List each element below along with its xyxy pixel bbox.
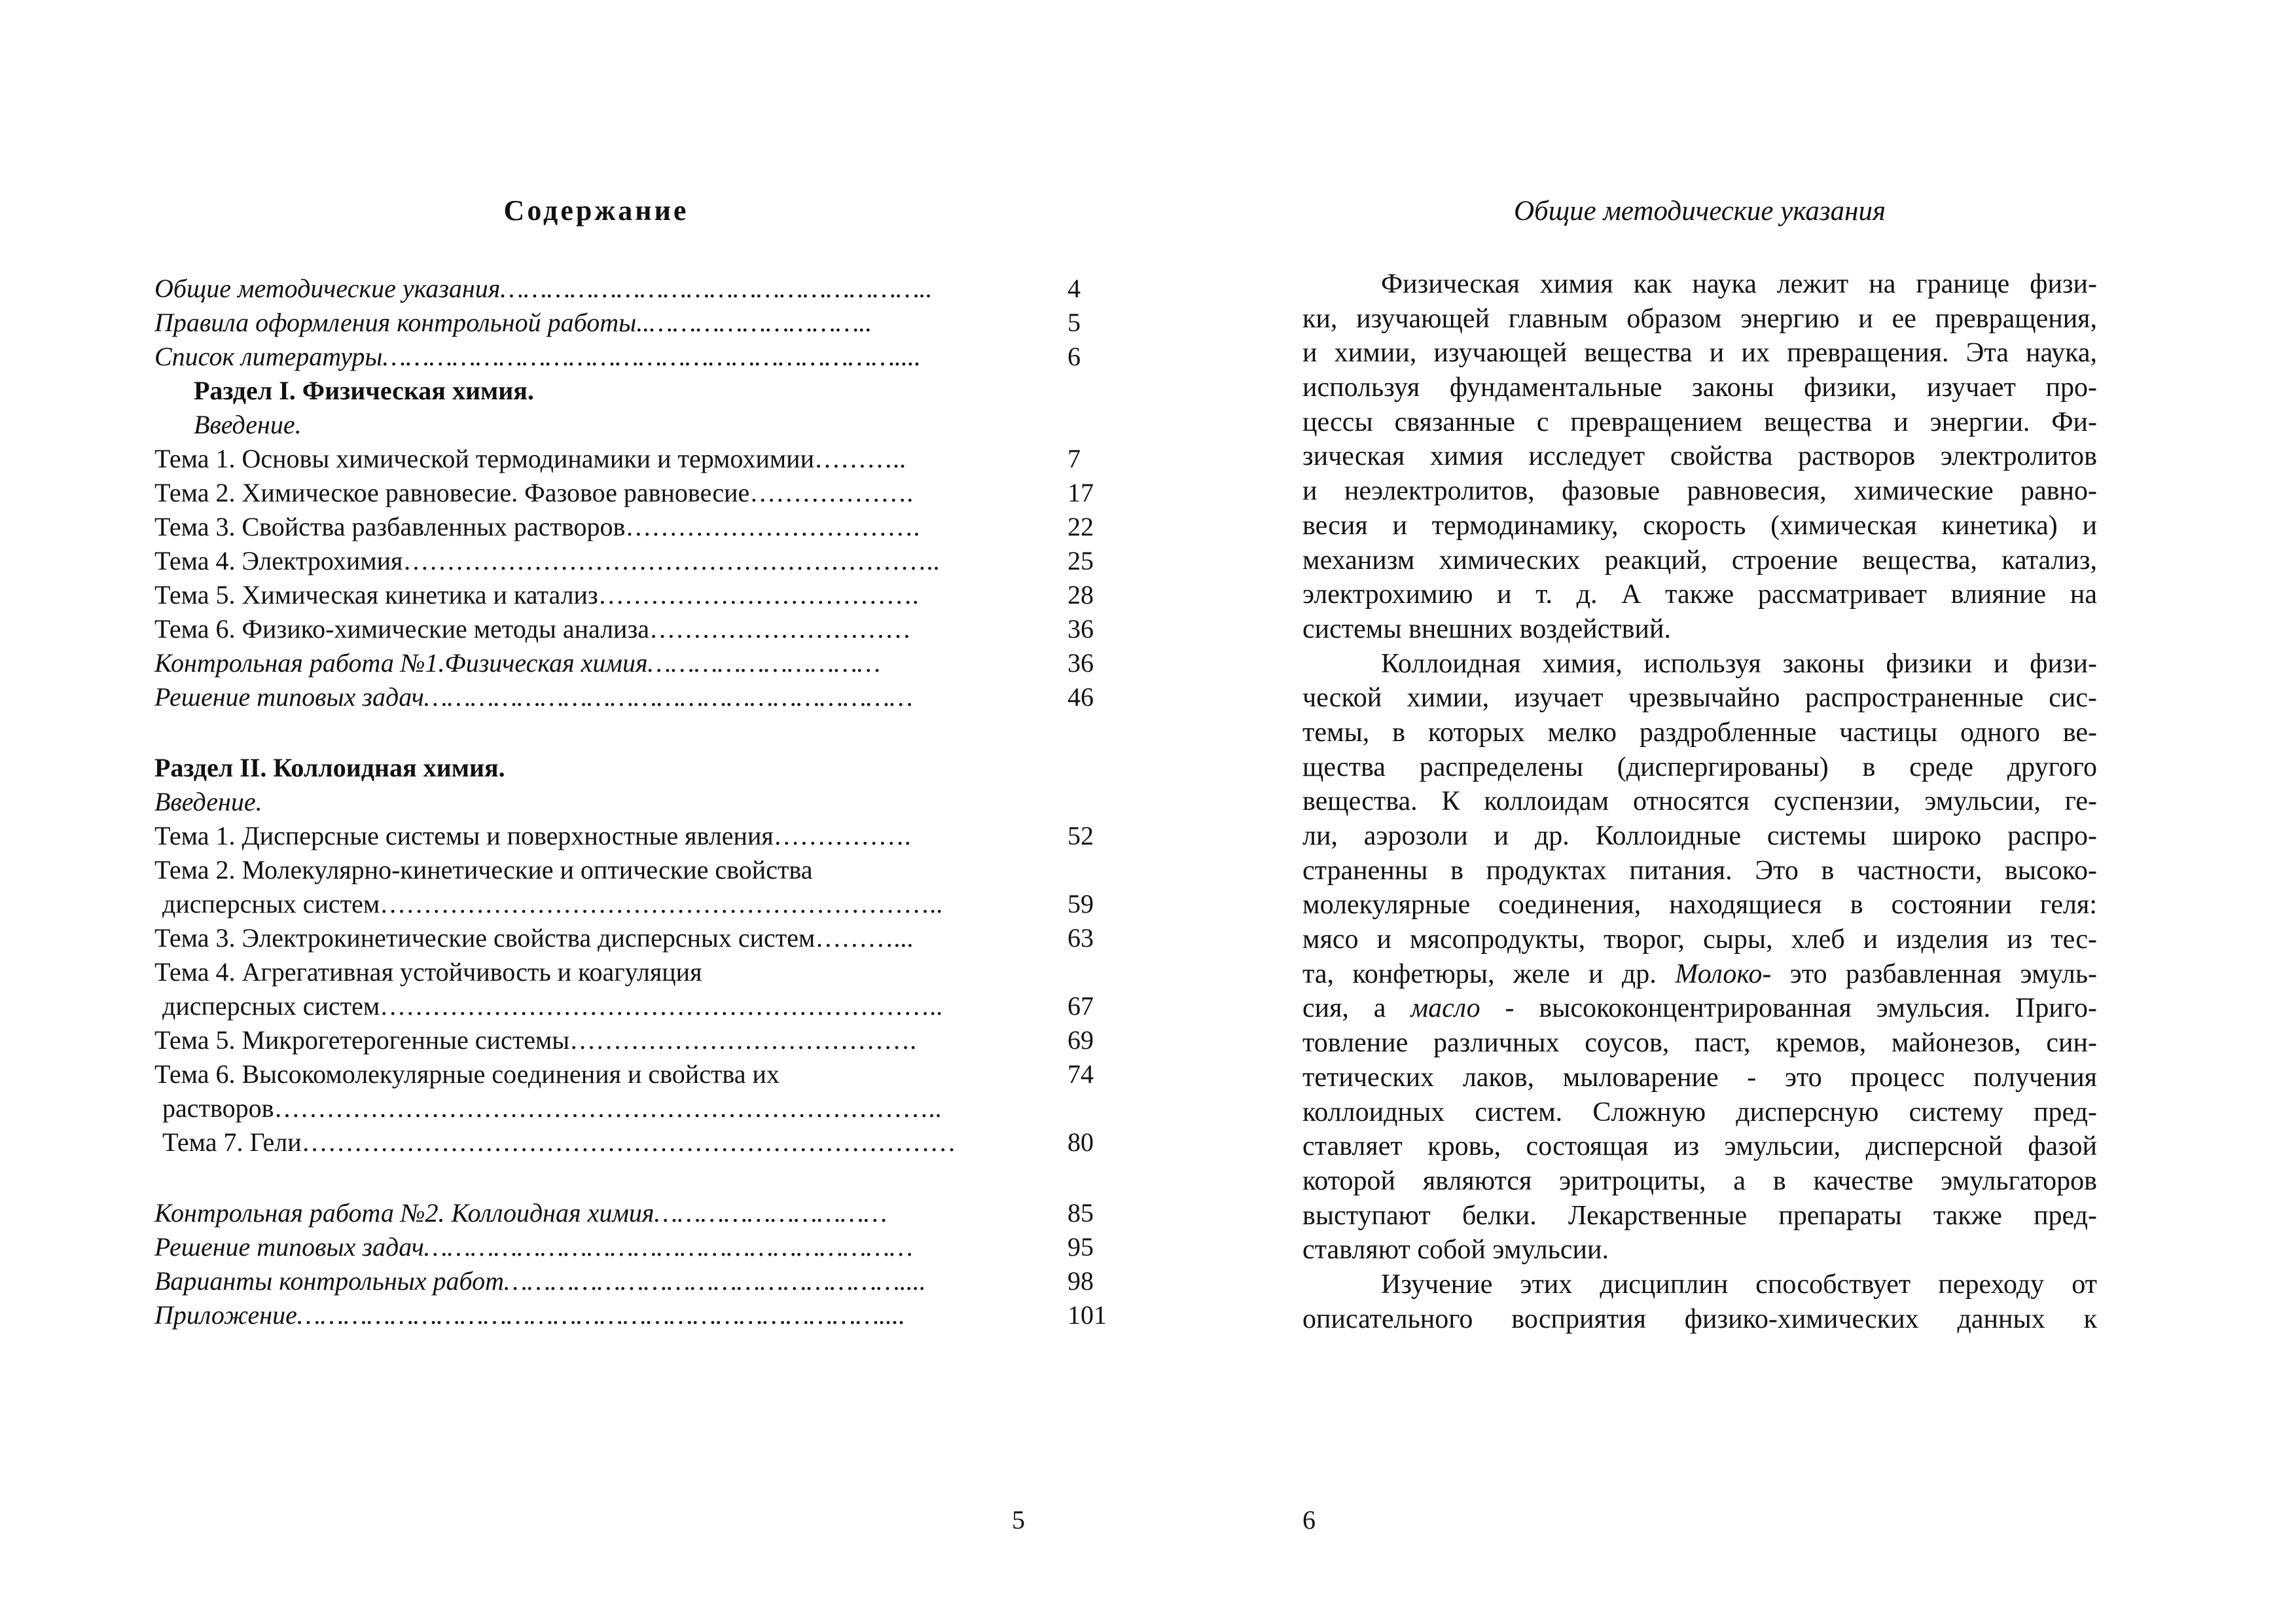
toc-entry-text: Раздел II. Коллоидная химия. [154,753,505,782]
toc-entry [154,612,1136,646]
table-of-contents [154,272,1136,1332]
text-line: страненны в продуктах питания. Это в частности, высоко- [1302,855,2097,886]
text-line: и химии, изучающей вещества и их превращения. Эта наука, [1302,338,2097,369]
toc-entry-text: Тема 3. Свойства разбавленных растворов……………………………. [154,512,920,541]
text-line: используя фундаментальные законы физики, изучает про- [1302,373,2097,403]
text-line: коллоидных систем. Сложную дисперсную систему пред- [1302,1097,2097,1127]
toc-entry-page: 17 [1067,478,1094,507]
toc-entry-page: 5 [1067,308,1081,337]
toc-entry-page: 36 [1067,648,1094,678]
toc-entry-text: Тема 5. Микрогетерогенные системы…………………………………. [154,1025,917,1055]
text-line: механизм химических реакций, строение вещества, катализ, [1302,545,2097,575]
toc-title: Содержание [503,194,689,227]
toc-entry-text: дисперсных систем……………………………………………………….. [162,889,943,919]
text-line: электрохимию и т. д. А также рассматривает влияние на [1302,579,2097,610]
toc-entry [154,1230,1136,1264]
toc-entry-text: Варианты контрольных работ…………………………………………….... [154,1266,926,1296]
text-line: зическая химия исследует свойства растворов электролитов [1302,441,2097,472]
toc-entry-text: Приложение………………………………………………………………….... [154,1300,906,1330]
text-line: ки, изучающей главным образом энергию и ее превращения, [1302,303,2097,334]
toc-entry-page: 6 [1067,342,1081,371]
toc-entry [154,819,1136,853]
toc-entry-page: 52 [1067,821,1094,850]
toc-entry [154,1196,1136,1230]
right-page [1148,0,2296,1623]
text-line: ставляют собой эмульсии. [1302,1235,1609,1266]
toc-entry [154,751,1136,785]
toc-entry-text: Тема 6. Физико-химические методы анализа………………………… [154,614,912,644]
toc-entry-text: дисперсных систем……………………………………………………….. [162,991,943,1021]
toc-entry-text: Решение типовых задач……………………………………………………… [154,1232,913,1262]
toc-entry [154,887,1136,921]
toc-entry-text: растворов………………………………………………………………….. [162,1093,942,1123]
toc-entry-text: Тема 5. Химическая кинетика и катализ………………………………. [154,580,919,610]
text-line: Изучение этих дисциплин способствует переходу от [1381,1269,2097,1300]
toc-entry [154,1298,1136,1332]
toc-entry-text: Раздел I. Физическая химия. [194,376,534,405]
text-line: темы, в которых мелко раздробленные частицы одного ве- [1302,717,2097,748]
toc-entry [154,646,1136,680]
toc-entry [154,1264,1136,1298]
toc-entry-page: 98 [1067,1266,1094,1296]
toc-entry-page: 4 [1067,274,1081,303]
toc-entry-page: 28 [1067,580,1094,610]
text-line: описательного восприятия физико-химических данных к [1302,1304,2097,1334]
toc-entry-page: 63 [1067,923,1094,953]
toc-entry-text: Список литературы………………………………………………………….... [154,342,921,371]
toc-entry-page: 46 [1067,682,1094,712]
toc-entry [154,680,1136,714]
toc-entry [154,340,1136,374]
page-number-left: 5 [1012,1505,1025,1535]
toc-entry [154,272,1136,306]
toc-entry [154,510,1136,544]
toc-entry-text: Решение типовых задач……………………………………………………… [154,682,913,712]
toc-entry-text: Тема 2. Молекулярно-кинетические и оптические свойства [154,855,813,884]
text-line: молекулярные соединения, находящиеся в состоянии геля: [1302,890,2097,921]
toc-entry-page: 67 [1067,991,1094,1021]
toc-entry [154,1091,1136,1125]
toc-entry-page: 95 [1067,1232,1094,1262]
toc-entry-page: 85 [1067,1198,1094,1228]
toc-entry-text: Введение. [154,787,262,816]
toc-entry [154,1057,1136,1091]
toc-entry [154,955,1136,989]
text-line: Коллоидная химия, используя законы физики и физи- [1381,648,2097,679]
text-line: и неэлектролитов, фазовые равновесия, химические равно- [1302,476,2097,507]
toc-entry [154,989,1136,1023]
toc-entry-text: Тема 3. Электрокинетические свойства дисперсных систем………... [154,923,914,953]
toc-entry [154,921,1136,955]
toc-entry [154,442,1136,476]
toc-entry-text: Тема 1. Основы химической термодинамики и термохимии……….. [154,444,906,473]
text-line: весия и термодинамику, скорость (химическая кинетика) и [1302,510,2097,541]
toc-entry-page: 59 [1067,889,1094,919]
toc-entry [154,785,1136,819]
toc-entry [154,578,1136,612]
text-line: системы внешних воздействий. [1302,613,1671,644]
text-line: щества распределены (диспергированы) в среде другого [1302,752,2097,782]
page-number-right: 6 [1302,1505,1316,1535]
toc-entry-text: Тема 1. Дисперсные системы и поверхностные явления……………. [154,821,911,850]
text-line: ли, аэрозоли и др. Коллоидные системы широко распро- [1302,821,2097,851]
text-line: ческой химии, изучает чрезвычайно распространенные сис- [1302,683,2097,714]
toc-entry-text: Тема 2. Химическое равновесие. Фазовое равновесие………………. [154,478,914,507]
toc-entry-page: 7 [1067,444,1081,473]
toc-entry-page: 36 [1067,614,1094,644]
toc-entry [154,408,1136,442]
toc-entry-text: Тема 6. Высокомолекулярные соединения и свойства их [154,1059,780,1089]
toc-entry [154,374,1136,408]
toc-entry [154,1023,1136,1057]
toc-entry [154,1125,1136,1159]
toc-entry-text: Введение. [194,410,302,439]
toc-entry-page: 74 [1067,1059,1094,1089]
toc-gap [154,714,1136,751]
text-line: товление различных соусов, паст, кремов, майонезов, син- [1302,1028,2097,1059]
body-text [1302,267,2097,1336]
text-line: сия, а масло - высококонцентрированная эмульсия. Приго- [1302,993,2097,1024]
text-line: ставляет кровь, состоящая из эмульсии, дисперсной фазой [1302,1131,2097,1162]
toc-entry-text: Правила оформления контрольной работы..……………………….. [154,308,872,337]
toc-entry-text: Тема 4. Электрохимия…………………………………………………….. [154,546,940,575]
text-line: вещества. К коллоидам относятся суспензии, эмульсии, ге- [1302,786,2097,817]
toc-entry [154,306,1136,340]
toc-entry-page: 69 [1067,1025,1094,1055]
toc-entry [154,476,1136,510]
toc-entry-page: 80 [1067,1127,1094,1157]
text-line: которой являются эритроциты, а в качестве эмульгаторов [1302,1165,2097,1196]
text-line: цессы связанные с превращением вещества и энергии. Фи- [1302,407,2097,437]
text-line: выступают белки. Лекарственные препараты также пред- [1302,1200,2097,1231]
toc-entry-text: Общие методические указания……………………………………………….. [154,274,933,303]
toc-entry [154,544,1136,578]
text-line: мясо и мясопродукты, творог, сыры, хлеб и изделия из тес- [1302,924,2097,955]
toc-gap [154,1159,1136,1196]
toc-entry [154,853,1136,887]
text-line: Физическая химия как наука лежит на границе физи- [1381,269,2097,299]
toc-entry-page: 101 [1067,1300,1107,1330]
text-line: та, конфетюры, желе и др. Молоко- это разбавленная эмуль- [1302,958,2097,989]
toc-entry-text: Контрольная работа №2. Коллоидная химия………………………… [154,1198,888,1228]
toc-entry-text: Тема 4. Агрегативная устойчивость и коагуляция [154,957,702,987]
text-line: тетических лаков, мыловарение - это процесс получения [1302,1062,2097,1093]
toc-entry-text: Тема 7. Гели………………………………………………………………… [162,1127,956,1157]
toc-entry-page: 22 [1067,512,1094,541]
toc-entry-text: Контрольная работа №1.Физическая химия………………………… [154,648,881,678]
toc-entry-page: 25 [1067,546,1094,575]
section-title: Общие методические указания [1514,196,1886,227]
